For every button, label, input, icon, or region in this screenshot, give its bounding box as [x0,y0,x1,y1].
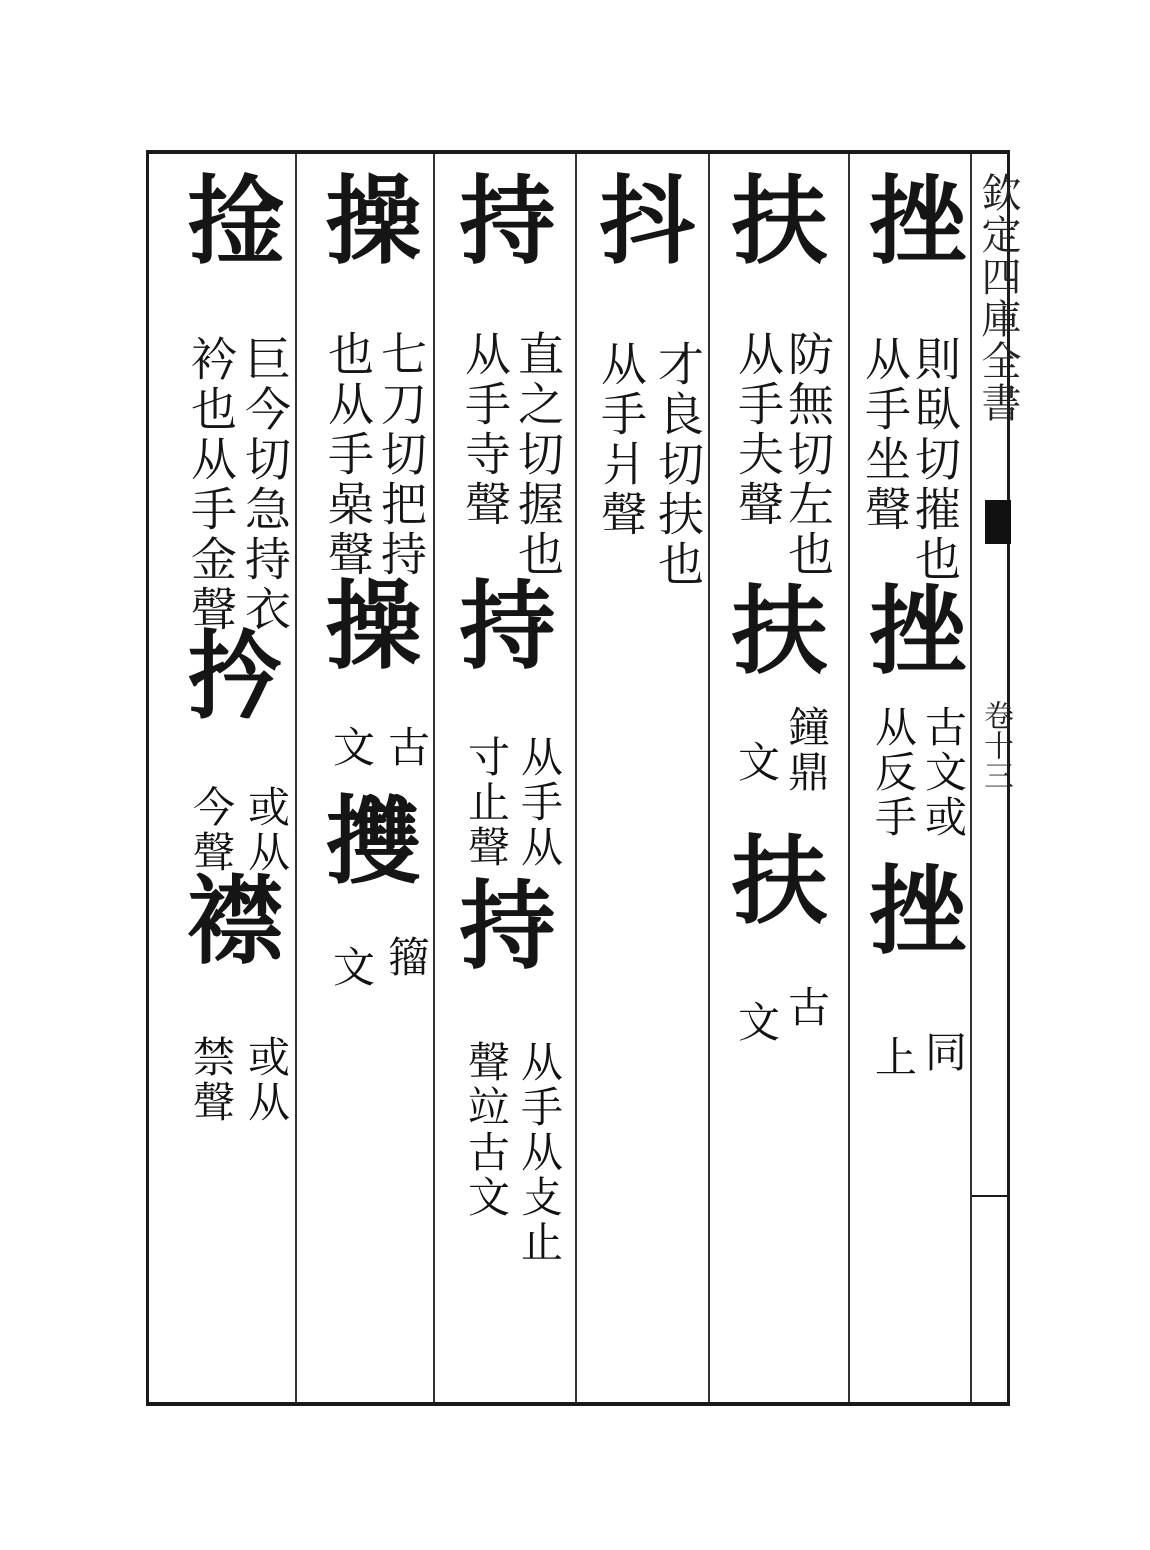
seal-glyph-variant: 持 [444,875,557,977]
seal-glyph-main: 扶 [716,170,829,272]
gloss-left: 从手夫聲 [731,330,785,530]
seal-glyph-variant: 襟 [172,870,285,972]
variant-note-right: 籀 [382,935,431,980]
variant-note-right: 从手从攴止 [515,1040,564,1265]
seal-glyph-main: 捦 [172,170,285,272]
gloss-left: 也从手喿聲 [321,330,375,580]
margin-book-title: 欽定四庫全書 [975,172,1021,424]
variant-note-right: 或从 [242,1035,291,1125]
column-rule [295,154,297,1402]
seal-glyph-main: 抖 [584,170,697,272]
gloss-right: 防無切左也 [781,330,835,580]
variant-note-left: 文 [327,725,376,770]
seal-glyph-main: 持 [444,170,557,272]
variant-note-left: 禁聲 [187,1035,236,1125]
gloss-right: 才良切扶也 [651,340,705,590]
frame-top-border [148,150,1010,154]
seal-glyph-variant: 扶 [716,830,829,932]
seal-glyph-variant: 挫 [854,860,967,962]
variant-note-left: 文 [327,945,376,990]
column-rule [575,154,577,1402]
seal-glyph-variant: 㩳 [310,790,423,892]
variant-note-right: 古文或 [919,705,968,840]
margin-divider [972,1195,1008,1197]
fishtail-mark [985,500,1011,544]
variant-note-right: 同 [919,1030,968,1075]
variant-note-left: 寸止聲 [462,735,511,870]
gloss-right: 巨今切急持衣 [238,335,292,635]
column-rule [970,154,972,1402]
variant-note-left: 聲竝古文 [462,1040,511,1220]
column-rule [708,154,710,1402]
variant-note-left: 文 [732,740,781,785]
gloss-left: 从手寺聲 [458,330,512,530]
frame-bottom-border [148,1402,1010,1406]
variant-note-right: 或从 [242,785,291,875]
gloss-left: 从手坐聲 [858,335,912,535]
column-rule [433,154,435,1402]
gloss-left: 从手爿聲 [594,340,648,540]
seal-glyph-variant: 持 [444,575,557,677]
variant-note-left: 从反手 [869,705,918,840]
column-rule [848,154,850,1402]
seal-glyph-main: 操 [310,170,423,272]
seal-glyph-variant: 扶 [716,580,829,682]
frame-left-border [146,150,149,1406]
gloss-right: 則臥切摧也 [908,335,962,585]
gloss-right: 直之切握也 [511,330,565,580]
variant-note-right: 古 [382,725,431,770]
variant-note-right: 古 [782,985,831,1030]
seal-glyph-variant: 挫 [854,580,967,682]
variant-note-right: 从手从 [515,735,564,870]
seal-glyph-main: 挫 [854,170,967,272]
variant-note-left: 文 [732,1000,781,1045]
variant-note-right: 鐘鼎 [782,705,831,795]
seal-glyph-variant: 操 [310,575,423,677]
gloss-left: 衿也从手金聲 [184,335,238,635]
variant-note-left: 今聲 [187,785,236,875]
seal-glyph-variant: 扲 [172,625,285,727]
variant-note-left: 上 [869,1035,918,1080]
gloss-right: 七刀切把持 [374,330,428,580]
margin-volume: 卷十三 [978,700,1013,790]
